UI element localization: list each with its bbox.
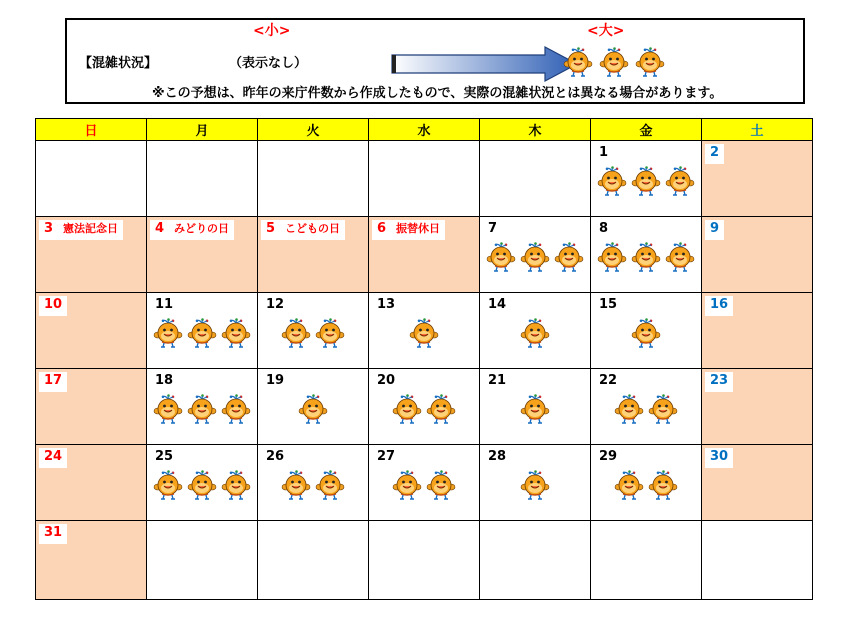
day-number [594,448,622,468]
calendar-day-cell [369,445,480,521]
day-number-text: 17 [44,373,63,388]
day-number-text: 8 [599,221,609,236]
calendar-day-cell [591,521,702,600]
day-number-text: 29 [599,449,618,464]
day-number [705,372,733,392]
congestion-level [369,469,479,501]
day-number [705,220,724,240]
mascot-bird-icon [186,469,218,501]
calendar-day-cell [369,141,480,217]
day-number [483,372,511,392]
mascot-bird-icon [596,241,628,273]
day-number-text: 30 [710,449,729,464]
day-number [39,524,67,544]
mascot-bird-icon [598,46,630,78]
day-number-text: 14 [488,297,507,312]
mascot-bird-icon [613,469,645,501]
congestion-level [369,317,479,349]
day-number-text: 31 [44,525,63,540]
calendar-week-row [36,141,813,217]
day-number [372,372,400,392]
calendar-day-cell [36,141,147,217]
mascot-bird-icon [562,46,594,78]
mascot-bird-icon [425,469,457,501]
calendar-day-cell [702,445,813,521]
mascot-bird-icon [519,317,551,349]
mascot-bird-icon [630,165,662,197]
mascot-bird-icon [519,393,551,425]
congestion-level [480,469,590,501]
calendar-day-cell [369,217,480,293]
legend-sample-mascots [562,46,666,78]
day-number-text: 2 [710,145,720,160]
day-number [705,296,733,316]
weekday-wed: 水 [369,119,480,141]
weekday-fri: 金 [591,119,702,141]
day-number-text: 5 [266,221,276,236]
holiday-name: 振替休日 [396,222,441,235]
day-number-text: 28 [488,449,507,464]
day-number [483,220,502,240]
calendar-day-cell [591,141,702,217]
calendar-day-cell [36,293,147,369]
mascot-bird-icon [647,393,679,425]
holiday-name: みどりの日 [174,222,230,235]
mascot-bird-icon [630,241,662,273]
day-number-text: 1 [599,145,609,160]
day-number-text: 11 [155,297,174,312]
day-number-text: 20 [377,373,396,388]
mascot-bird-icon [152,469,184,501]
calendar-day-cell [258,369,369,445]
calendar-day-cell [591,445,702,521]
calendar-day-cell [480,445,591,521]
calendar-day-cell [702,369,813,445]
mascot-bird-icon [391,393,423,425]
mascot-bird-icon [186,393,218,425]
calendar-day-cell [369,521,480,600]
congestion-level [258,317,368,349]
day-number-text: 4 [155,221,165,236]
mascot-bird-icon [613,393,645,425]
holiday-name: 憲法記念日 [63,222,119,235]
day-number [372,296,400,316]
day-number-text: 23 [710,373,729,388]
day-number [150,220,234,240]
calendar-day-cell [369,293,480,369]
legend-note: ※この予想は、昨年の来庁件数から作成したもので、実際の混雑状況とは異なる場合があります。 [152,86,723,101]
congestion-level [591,241,701,273]
day-number [261,448,289,468]
day-number [261,296,289,316]
mascot-bird-icon [647,469,679,501]
day-number [39,296,67,316]
calendar-day-cell [258,293,369,369]
day-number [594,372,622,392]
day-number-text: 18 [155,373,174,388]
calendar-day-cell [480,369,591,445]
mascot-bird-icon [408,317,440,349]
calendar-day-cell [702,141,813,217]
mascot-bird-icon [519,469,551,501]
day-number-text: 7 [488,221,498,236]
day-number [372,220,445,240]
day-number [261,220,345,240]
day-number [261,372,289,392]
day-number [594,296,622,316]
calendar-day-cell [591,293,702,369]
mascot-bird-icon [280,317,312,349]
congestion-level [591,469,701,501]
weekday-sun: 日 [36,119,147,141]
congestion-level [147,317,257,349]
calendar-day-cell [36,369,147,445]
calendar-day-cell [147,445,258,521]
day-number [705,448,733,468]
day-number-text: 24 [44,449,63,464]
legend-none-label: （表示なし） [229,56,308,71]
congestion-level [369,393,479,425]
calendar [35,118,813,600]
weekday-header-row [36,119,813,141]
calendar-day-cell [147,217,258,293]
mascot-bird-icon [596,165,628,197]
day-number [483,296,511,316]
calendar-day-cell [480,217,591,293]
legend-title: 【混雑状況】 [79,56,158,71]
day-number-text: 3 [44,221,54,236]
mascot-bird-icon [391,469,423,501]
legend-large-label: <大> [587,23,625,39]
mascot-bird-icon [630,317,662,349]
calendar-week-row [36,445,813,521]
calendar-week-row [36,293,813,369]
day-number-text: 15 [599,297,618,312]
calendar-day-cell [369,369,480,445]
congestion-level [258,393,368,425]
day-number-text: 16 [710,297,729,312]
calendar-day-cell [480,293,591,369]
day-number [39,220,123,240]
calendar-day-cell [591,217,702,293]
calendar-day-cell [147,293,258,369]
day-number [594,144,613,164]
day-number [150,372,178,392]
legend-small-label: <小> [253,23,291,39]
day-number [483,448,511,468]
congestion-legend [65,18,805,104]
calendar-day-cell [702,217,813,293]
day-number [150,448,178,468]
gradient-arrow-icon [390,46,580,86]
congestion-level [591,393,701,425]
day-number-text: 22 [599,373,618,388]
day-number [594,220,613,240]
day-number [372,448,400,468]
mascot-bird-icon [220,469,252,501]
mascot-bird-icon [220,317,252,349]
calendar-week-row [36,217,813,293]
calendar-day-cell [480,141,591,217]
day-number-text: 21 [488,373,507,388]
mascot-bird-icon [220,393,252,425]
day-number-text: 13 [377,297,396,312]
congestion-level [147,393,257,425]
day-number-text: 19 [266,373,285,388]
day-number-text: 6 [377,221,387,236]
day-number [705,144,724,164]
calendar-day-cell [258,445,369,521]
day-number-text: 10 [44,297,63,312]
mascot-bird-icon [425,393,457,425]
day-number-text: 27 [377,449,396,464]
weekday-thu: 木 [480,119,591,141]
mascot-bird-icon [314,317,346,349]
calendar-day-cell [258,141,369,217]
weekday-tue: 火 [258,119,369,141]
mascot-bird-icon [186,317,218,349]
congestion-level [591,165,701,197]
calendar-day-cell [147,369,258,445]
calendar-day-cell [147,141,258,217]
mascot-bird-icon [664,241,696,273]
calendar-day-cell [480,521,591,600]
congestion-level [258,469,368,501]
day-number [39,448,67,468]
mascot-bird-icon [485,241,517,273]
calendar-day-cell [147,521,258,600]
mascot-bird-icon [314,469,346,501]
calendar-day-cell [36,445,147,521]
mascot-bird-icon [519,241,551,273]
calendar-day-cell [258,217,369,293]
mascot-bird-icon [152,317,184,349]
weekday-mon: 月 [147,119,258,141]
day-number-text: 9 [710,221,720,236]
day-number-text: 26 [266,449,285,464]
congestion-level [480,241,590,273]
congestion-level [591,317,701,349]
day-number-text: 12 [266,297,285,312]
calendar-day-cell [36,217,147,293]
calendar-day-cell [258,521,369,600]
calendar-day-cell [36,521,147,600]
congestion-level [147,469,257,501]
mascot-bird-icon [152,393,184,425]
mascot-bird-icon [634,46,666,78]
weekday-sat: 土 [702,119,813,141]
calendar-day-cell [702,293,813,369]
calendar-day-cell [591,369,702,445]
mascot-bird-icon [297,393,329,425]
congestion-level [480,393,590,425]
day-number-text: 25 [155,449,174,464]
calendar-week-row [36,521,813,600]
day-number [150,296,178,316]
calendar-day-cell [702,521,813,600]
mascot-bird-icon [280,469,312,501]
congestion-level [480,317,590,349]
calendar-week-row [36,369,813,445]
mascot-bird-icon [664,165,696,197]
day-number [39,372,67,392]
mascot-bird-icon [553,241,585,273]
holiday-name: こどもの日 [285,222,341,235]
